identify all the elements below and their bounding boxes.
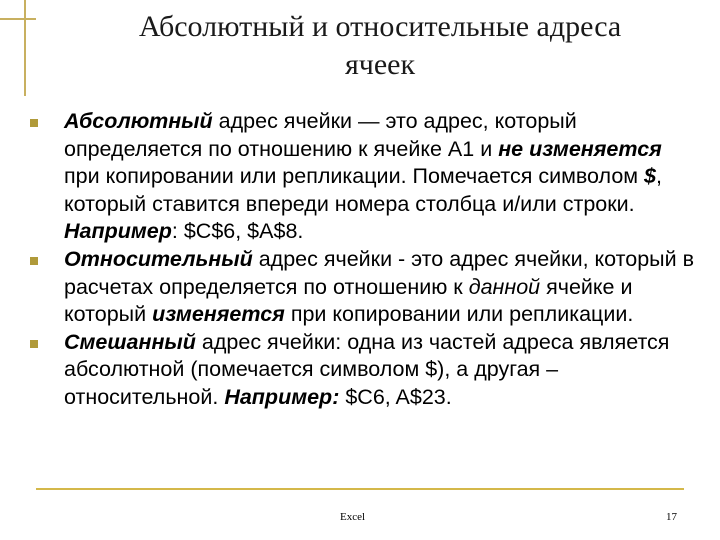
footer-divider	[36, 488, 684, 490]
bullet-text: при копировании или репликации. Помечается символом	[64, 164, 645, 189]
bullet-text: адрес ячейки: одна из частей адреса является абсолютной (помечается символом $), а другая – относительной.	[64, 329, 670, 409]
emphasis-text: Например	[64, 219, 172, 244]
bullet-text: ячейке и который	[64, 274, 633, 327]
page-number: 17	[666, 511, 677, 523]
bullet-text: адрес ячейки — это адрес, который определяется по отношению к ячейке А1 и	[64, 109, 577, 161]
slide-title-line-1: Абсолютный и относительные адреса	[138, 10, 622, 43]
square-bullet-icon	[30, 340, 38, 348]
term-mixed: Смешанный	[64, 329, 196, 354]
decorative-horizontal-line	[0, 18, 36, 20]
emphasis-text: Например:	[224, 384, 340, 409]
bullet-text: , который ставится впереди номера столбца и/или строки.	[64, 164, 662, 216]
bullet-mixed	[28, 329, 698, 412]
emphasis-text: изменяется	[152, 302, 285, 327]
term-relative: Относительный	[64, 246, 253, 271]
footer-text: Excel	[340, 511, 366, 523]
bullet-relative	[28, 246, 698, 329]
bullet-text: $C6, A$23.	[339, 384, 452, 409]
bullet-text: : $C$6, $A$8.	[171, 219, 304, 244]
bullet-text: при копировании или репликации.	[284, 302, 634, 327]
bullet-absolute	[28, 108, 698, 246]
bullet-text: адрес ячейки - это адрес ячейки, который в расчетах определяется по отношению к	[64, 246, 695, 299]
slide-title	[40, 8, 720, 84]
slide-title-line-2: ячеек	[344, 48, 416, 81]
square-bullet-icon	[30, 257, 38, 265]
bullet-list	[28, 108, 698, 412]
italic-text: данной	[468, 274, 541, 299]
term-absolute: Абсолютный	[64, 109, 213, 133]
decorative-vertical-line	[24, 0, 26, 96]
emphasis-text: не изменяется	[498, 136, 662, 161]
square-bullet-icon	[30, 119, 38, 127]
emphasis-text: $	[644, 164, 657, 189]
